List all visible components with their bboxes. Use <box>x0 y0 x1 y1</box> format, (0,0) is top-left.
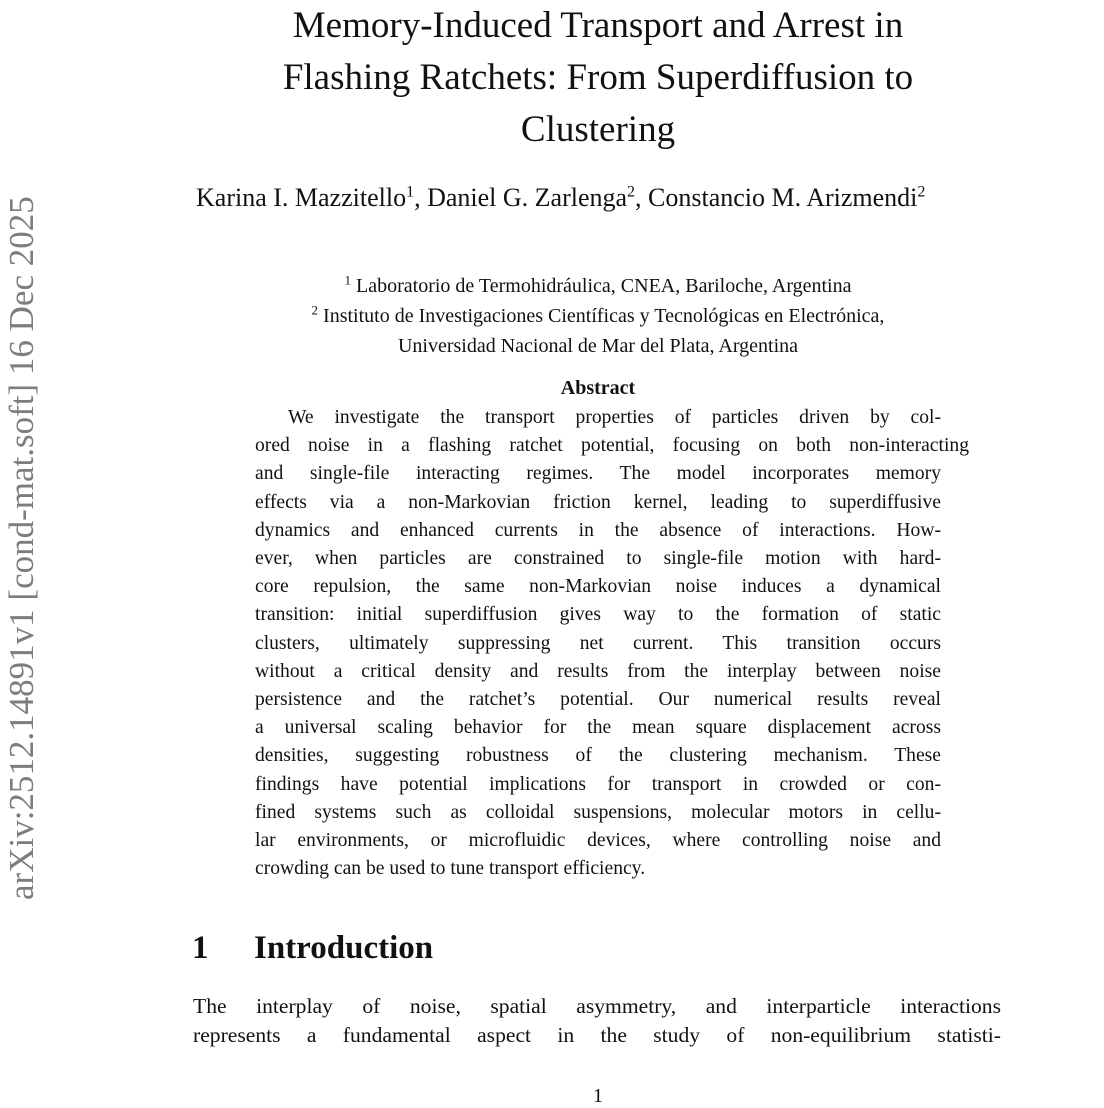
affiliation-2 <box>200 301 996 331</box>
title-line: Memory-Induced Transport and Arrest in <box>292 5 904 46</box>
abstract-line: findings have potential implications for transport in crowded or con- <box>255 773 941 795</box>
abstract-line: ored noise in a flashing ratchet potential, focusing on both non-interacting <box>255 435 969 457</box>
section-heading-introduction <box>192 926 433 970</box>
author-separator: , <box>635 183 649 212</box>
abstract-line: effects via a non-Markovian friction kernel, leading to superdiffusive <box>255 491 941 513</box>
affiliations <box>200 271 996 361</box>
author-name: Constancio M. Arizmendi <box>648 183 918 212</box>
author-name: Karina I. Mazzitello <box>196 183 407 212</box>
affiliation-text: Instituto de Investigaciones Científicas y Tecnológicas en Electrónica, <box>318 305 885 327</box>
abstract-line: ever, when particles are constrained to single-file motion with hard- <box>255 548 941 570</box>
abstract-line: transition: initial superdiffusion gives way to the formation of static <box>255 604 941 626</box>
section-title: Introduction <box>254 930 434 966</box>
author-name: Daniel G. Zarlenga <box>427 183 628 212</box>
author-affiliation-mark: 2 <box>917 183 926 201</box>
affiliation-1 <box>200 271 996 301</box>
affiliation-2-continued: Universidad Nacional de Mar del Plata, Argentina <box>397 335 799 357</box>
abstract-line: clusters, ultimately suppressing net current. This transition occurs <box>255 632 941 654</box>
abstract-line: a universal scaling behavior for the mean square displacement across <box>255 717 941 739</box>
abstract-line: crowding can be used to tune transport efficiency. <box>255 858 646 880</box>
abstract-heading: Abstract <box>560 377 636 399</box>
page-number: 1 <box>593 1085 603 1107</box>
section-number: 1 <box>192 930 209 966</box>
intro-line: The interplay of noise, spatial asymmetry, and interparticle interactions <box>193 994 1001 1018</box>
abstract-line: core repulsion, the same non-Markovian noise induces a dynamical <box>255 576 941 598</box>
author-list <box>196 180 1104 216</box>
abstract-line: and single-file interacting regimes. The model incorporates memory <box>255 463 941 485</box>
intro-line: represents a fundamental aspect in the study of non-equilibrium statisti- <box>193 1023 1001 1047</box>
abstract-line: dynamics and enhanced currents in the absence of interactions. How- <box>255 519 941 541</box>
introduction-paragraph <box>193 992 1001 1050</box>
affiliation-mark: 1 <box>344 272 351 288</box>
author-separator: , <box>414 183 428 212</box>
abstract-line: fined systems such as colloidal suspensions, molecular motors in cellu- <box>255 801 941 823</box>
author-affiliation-mark: 1 <box>406 183 415 201</box>
abstract-body <box>255 404 971 883</box>
abstract-line: without a critical density and results from the interplay between noise <box>255 660 941 682</box>
title-line: Clustering <box>520 109 676 150</box>
abstract-line: densities, suggesting robustness of the clustering mechanism. These <box>255 745 941 767</box>
arxiv-identifier-stamp: arXiv:2512.14891v1 [cond-mat.soft] 16 Dec 2025 <box>2 196 41 900</box>
abstract-line: We investigate the transport properties of particles driven by col- <box>288 407 941 428</box>
affiliation-text: Laboratorio de Termohidráulica, CNEA, Bariloche, Argentina <box>351 275 852 297</box>
abstract-line: lar environments, or microfluidic devices, where controlling noise and <box>255 830 941 852</box>
author-affiliation-mark: 2 <box>627 183 636 201</box>
abstract-line: persistence and the ratchet’s potential. Our numerical results reveal <box>255 689 941 711</box>
affiliation-mark: 2 <box>311 302 319 318</box>
title-line: Flashing Ratchets: From Superdiffusion to <box>282 57 914 98</box>
paper-title <box>200 0 996 156</box>
